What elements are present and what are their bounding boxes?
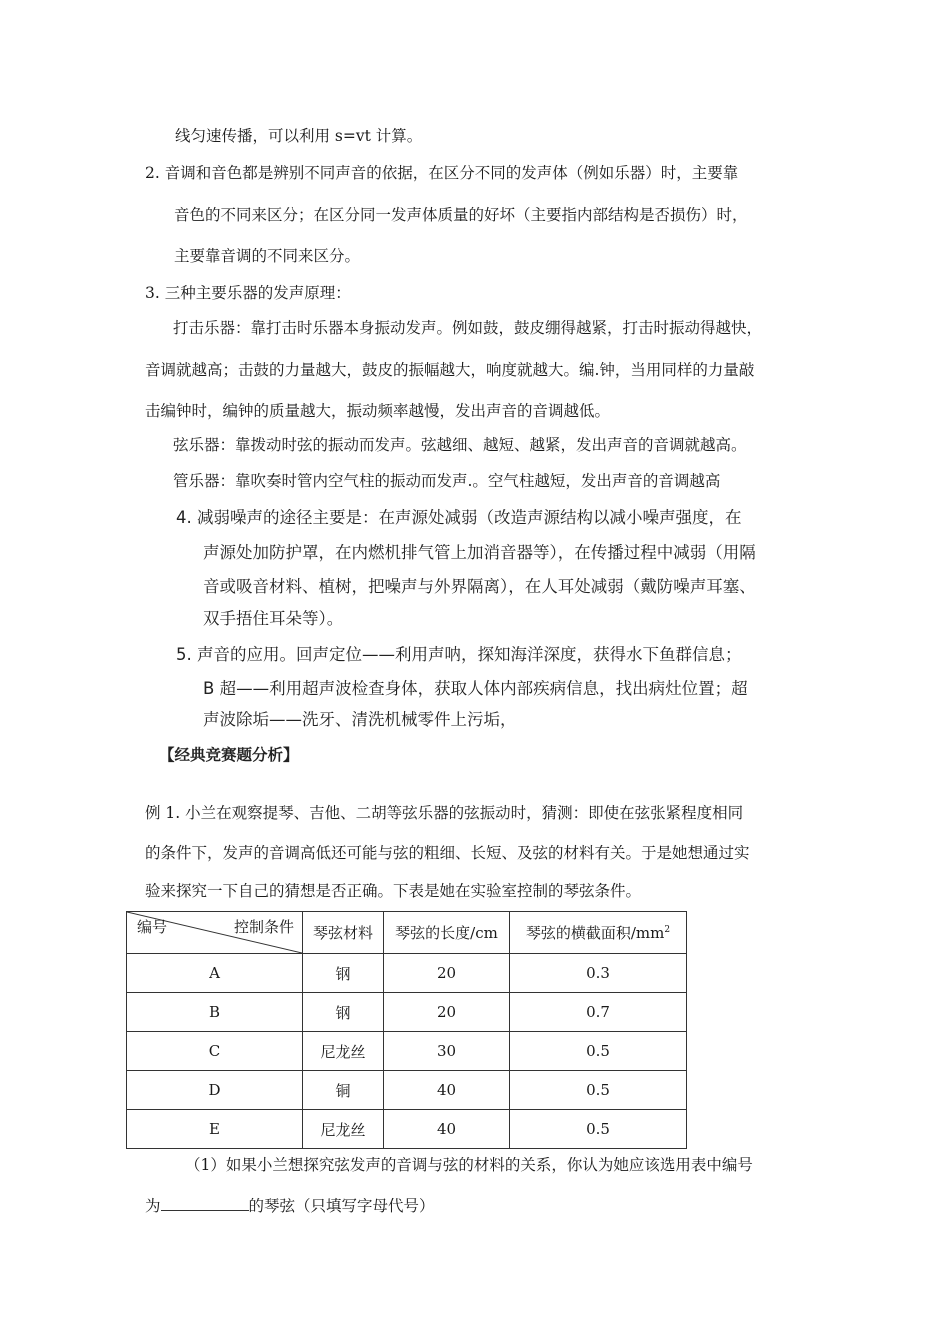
text-line: 音调就越高；击鼓的力量越大，鼓皮的振幅越大，响度就越大。编.钟，当用同样的力量敲 xyxy=(145,361,755,379)
text-line: 管乐器：靠吹奏时管内空气柱的振动而发声.。空气柱越短，发出声音的音调越高 xyxy=(173,472,721,490)
text-line: B 超——利用超声波检查身体，获取人体内部疾病信息，找出病灶位置；超 xyxy=(203,679,748,698)
text-line: 验来探究一下自己的猜想是否正确。下表是她在实验室控制的琴弦条件。 xyxy=(145,882,642,900)
text-line: 双手捂住耳朵等）。 xyxy=(203,609,344,628)
cell-area: 0.3 xyxy=(510,954,687,993)
string-conditions-table xyxy=(126,911,687,1149)
header-condition: 控制条件 xyxy=(233,918,294,936)
cell-length: 40 xyxy=(384,1110,510,1149)
cell-material: 铜 xyxy=(303,1071,384,1110)
cell-material: 钢 xyxy=(303,954,384,993)
cell-material: 尼龙丝 xyxy=(303,1032,384,1071)
text-line: 线匀速传播，可以利用 s=vt 计算。 xyxy=(175,127,423,145)
text-line: 声源处加防护罩，在内燃机排气管上加消音器等），在传播过程中减弱（用隔 xyxy=(203,543,756,562)
text-line: 击编钟时，编钟的质量越大，振动频率越慢，发出声音的音调越低。 xyxy=(145,402,611,420)
cell-area: 0.5 xyxy=(510,1071,687,1110)
list-item-3: 3. 三种主要乐器的发声原理： xyxy=(145,284,351,302)
table-header-row xyxy=(127,912,687,954)
list-item-2: 2. 音调和音色都是辨别不同声音的依据，在区分不同的发声体（例如乐器）时，主要靠 xyxy=(145,164,739,182)
cell-length: 40 xyxy=(384,1071,510,1110)
answer-blank[interactable] xyxy=(161,1194,249,1211)
text-line: 音或吸音材料、植树，把噪声与外界隔离），在人耳处减弱（戴防噪声耳塞、 xyxy=(203,577,756,596)
cell-area: 0.5 xyxy=(510,1110,687,1149)
header-area: 琴弦的横截面积$/mm^2$ xyxy=(510,912,687,954)
table-row xyxy=(127,1110,687,1149)
cell-length: 30 xyxy=(384,1032,510,1071)
header-material: 琴弦材料 xyxy=(303,912,384,954)
text-line: 声波除垢——洗牙、清洗机械零件上污垢， xyxy=(203,710,517,729)
table-row xyxy=(127,954,687,993)
header-number: 编号 xyxy=(137,918,168,936)
question-1-answer-line: 为 的琴弦（只填写字母代号） xyxy=(145,1194,435,1216)
table-row xyxy=(127,1071,687,1110)
example-text: 例 1. 小兰在观察提琴、吉他、二胡等弦乐器的弦振动时，猜测：即使在弦张紧程度相同 xyxy=(145,804,744,822)
text-line: 音色的不同来区分；在区分同一发声体质量的好坏（主要指内部结构是否损伤）时， xyxy=(174,206,748,224)
cell-id: B xyxy=(127,993,303,1032)
cell-id: D xyxy=(127,1071,303,1110)
text-line: 的条件下，发声的音调高低还可能与弦的粗细、长短、及弦的材料有关。于是她想通过实 xyxy=(145,844,750,862)
diagonal-header-cell xyxy=(127,912,303,954)
text-line: 打击乐器：靠打击时乐器本身振动发声。例如鼓，鼓皮绷得越紧，打击时振动得越快， xyxy=(173,319,763,337)
cell-area: 0.7 xyxy=(510,993,687,1032)
cell-material: 钢 xyxy=(303,993,384,1032)
cell-length: 20 xyxy=(384,993,510,1032)
cell-id: A xyxy=(127,954,303,993)
table-row xyxy=(127,1032,687,1071)
header-length: 琴弦的长度/cm xyxy=(384,912,510,954)
text-line: 主要靠音调的不同来区分。 xyxy=(174,247,361,265)
text-line: 弦乐器：靠拨动时弦的振动而发声。弦越细、越短、越紧，发出声音的音调就越高。 xyxy=(173,436,747,454)
cell-length: 20 xyxy=(384,954,510,993)
cell-area: 0.5 xyxy=(510,1032,687,1071)
cell-material: 尼龙丝 xyxy=(303,1110,384,1149)
table-row xyxy=(127,993,687,1032)
list-item-5: 5. 声音的应用。回声定位——利用声呐，探知海洋深度，获得水下鱼群信息； xyxy=(176,645,742,664)
cell-id: E xyxy=(127,1110,303,1149)
section-heading: 【经典竞赛题分析】 xyxy=(159,746,299,764)
question-1: （1）如果小兰想探究弦发声的音调与弦的材料的关系，你认为她应该选用表中编号 xyxy=(185,1156,753,1174)
list-item-4: 4. 减弱噪声的途径主要是：在声源处减弱（改造声源结构以减小噪声强度，在 xyxy=(176,508,742,527)
cell-id: C xyxy=(127,1032,303,1071)
